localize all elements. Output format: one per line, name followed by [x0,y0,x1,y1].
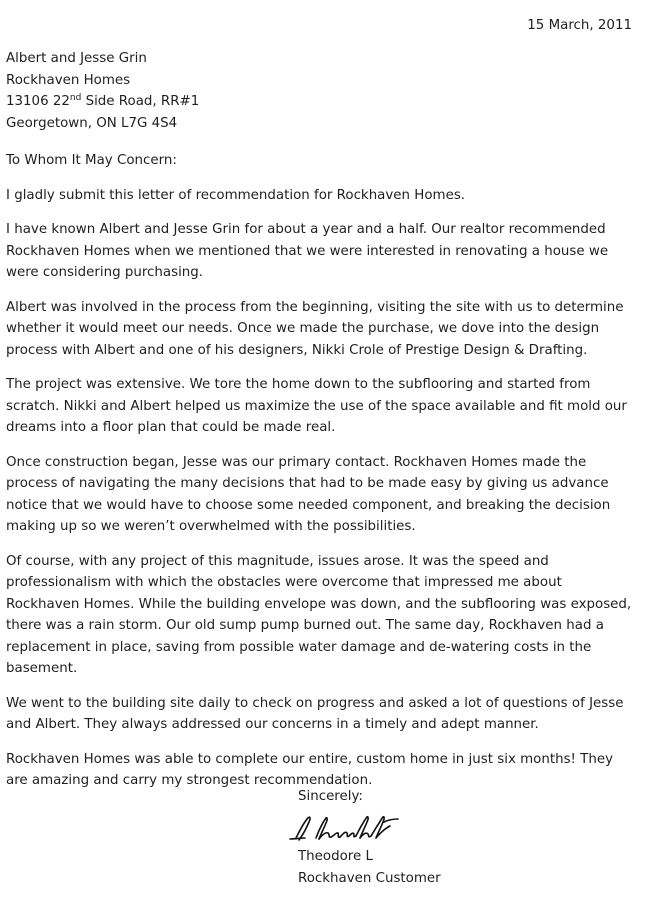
recipient-city: Georgetown, ON L7G 4S4 [6,115,178,131]
paragraph-intro: I gladly submit this letter of recommendation for Rockhaven Homes. [6,187,466,203]
recipient-street [6,91,199,113]
paragraph-involvement: Albert was involved in the process from the beginning, visiting the site with us to determine whether it would meet our needs. Once we made the purchase, we dove into the design process with Albert and one of his designers, Nikki Crole of Prestige Design & Drafting. [6,299,624,358]
street-name: Side Road, RR#1 [81,94,200,109]
paragraph-project-scope: The project was extensive. We tore the home down to the subflooring and started from scratch. Nikki and Albert helped us maximize the use of the space available and fit mold our dreams into a floor plan that could be made real. [6,377,627,435]
letter-date: 15 March, 2011 [527,18,632,33]
letter-body [6,150,638,805]
paragraph-issues: Of course, with any project of this magnitude, issues arose. It was the speed and professionalism with which the obstacles were overcome that impressed me about Rockhaven Homes. While the building envelope was down, and the subflooring was exposed, there was a rain storm. Our old sump pump burned out. The same day, Rockhaven had a replacement in place, saving from possible water damage and de-watering costs in the basement. [6,553,632,676]
street-ordinal-suffix: nd [69,93,82,103]
paragraph-site-visits: We went to the building site daily to check on progress and asked a lot of questions of Jesse and Albert. They always addressed our concerns in a timely and adept manner. [6,695,624,732]
salutation: To Whom It May Concern: [6,153,177,168]
signer-block [298,846,441,890]
signer-name: Theodore L [298,849,373,864]
paragraph-conclusion: Rockhaven Homes was able to complete our entire, custom home in just six months! They are amazing and carry my strongest recommendation. [6,751,614,788]
signer-title: Rockhaven Customer [298,871,441,886]
paragraph-construction: Once construction began, Jesse was our primary contact. Rockhaven Homes made the process of navigating the many decisions that had to be made easy by giving us advance notice that we would have to choose some needed component, and breaking the decision making up so we weren’t overwhelmed with the possibilities. [6,454,611,534]
street-number: 13106 22 [6,94,70,109]
recipient-name: Albert and Jesse Grin [6,51,147,66]
closing: Sincerely: [298,789,363,804]
recipient-address [6,48,199,134]
recipient-company: Rockhaven Homes [6,72,131,88]
handwritten-signature [286,812,410,848]
paragraph-acquaintance: I have known Albert and Jesse Grin for about a year and a half. Our realtor recommended Rockhaven Homes when we mentioned that we were interested in renovating a house we were considering purchasing. [6,222,609,280]
